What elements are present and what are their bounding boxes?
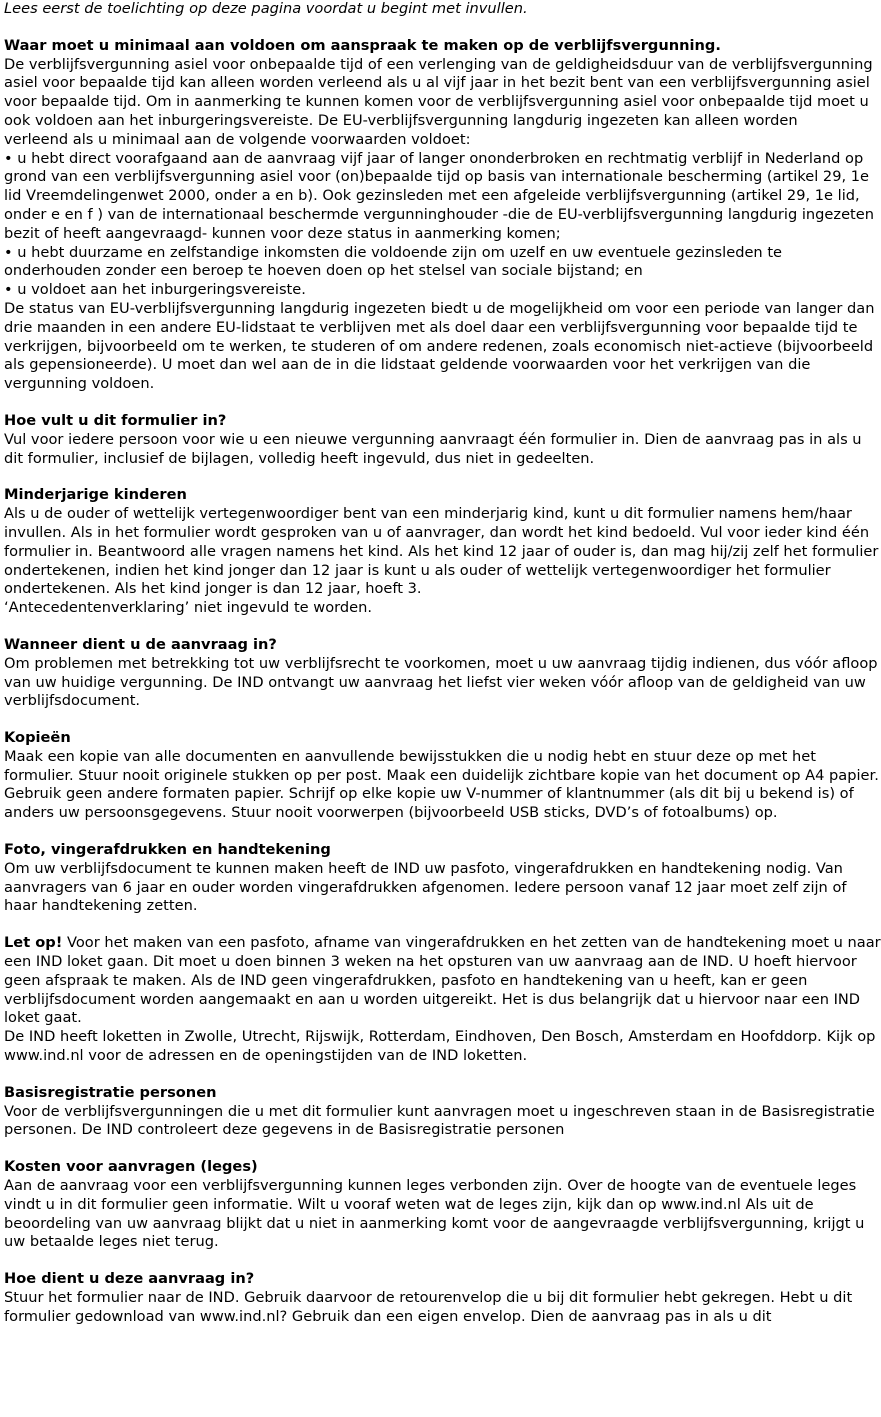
- paragraph: Stuur het formulier naar de IND. Gebruik daarvoor de retourenvelop die u bij dit formulier hebt gekregen. Hebt u dit formulier gedownload van www.ind.nl? Gebruik dan een eigen envelop. Dien de aanvraag pas in als u dit: [4, 1289, 853, 1325]
- paragraph: De verblijfsvergunning asiel voor onbepaalde tijd of een verlenging van de geldigheidsduur van de verblijfsvergunning asiel voor bepaalde tijd kan alleen worden verleend als u al vijf jaar in het bezit bent van een verblijfsvergunning asiel voor bepaalde tijd. Om in aanmerking te kunnen komen voor de verblijfsvergunning asiel voor onbepaalde tijd moet u ook voldoen aan het inburgeringsvereiste. De EU-verblijfsvergunning langdurig ingezeten kan alleen worden: [4, 55, 873, 129]
- section-heading: Kosten voor aanvragen (leges): [4, 1158, 258, 1176]
- section-requirements: [4, 37, 881, 394]
- paragraph: Voor de verblijfsvergunningen die u met dit formulier kunt aanvragen moet u ingeschreven staan in de Basisregistratie personen. De IND controleert deze gegevens in de Basisregistratie personen: [4, 1102, 875, 1139]
- section-heading: Hoe dient u deze aanvraag in?: [4, 1270, 255, 1288]
- section-costs: [4, 1158, 881, 1252]
- section-heading: Kopieën: [4, 729, 71, 747]
- section-basisregistratie: [4, 1084, 881, 1140]
- paragraph: Aan de aanvraag voor een verblijfsvergunning kunnen leges verbonden zijn. Over de hoogte van de eventuele leges vindt u in dit formulier geen informatie. Wilt u vooraf weten wat de leges zijn, kijk dan op www.ind.nl Als uit de beoordeling van uw aanvraag blijkt dat u niet in aanmerking komt voor de aangevraagde verblijfsvergunning, krijgt u uw betaalde leges niet terug.: [4, 1177, 865, 1251]
- section-heading: Hoe vult u dit formulier in?: [4, 411, 227, 429]
- section-heading: Basisregistratie personen: [4, 1083, 217, 1101]
- section-how-to-fill: [4, 412, 881, 468]
- paragraph: Maak een kopie van alle documenten en aanvullende bewijsstukken die u nodig hebt en stuur deze op met het formulier. Stuur nooit originele stukken op per post. Maak een duidelijk zichtbare kopie van het document op A4 papier. Gebruik geen andere formaten papier. Schrijf op elke kopie uw V-nummer of klantnummer (als dit bij u bekend is) of anders uw persoonsgegevens. Stuur nooit voorwerpen (bijvoorbeeld USB sticks, DVD’s of fotoalbums) op.: [4, 747, 879, 822]
- section-when-to-submit: [4, 636, 881, 711]
- paragraph: De status van EU-verblijfsvergunning langdurig ingezeten biedt u de mogelijkheid om voor een periode van langer dan drie maanden in een andere EU-lidstaat te verblijven met als doel daar een verblijfsvergunning voor bepaalde tijd te verkrijgen, bijvoorbeeld om te werken, te studeren of om andere redenen, zoals economisch niet-actieve (bijvoorbeeld als gepensioneerde). U moet dan wel aan de in die lidstaat geldende voorwaarden voor het verkrijgen van die vergunning voldoen.: [4, 299, 875, 393]
- paragraph: De IND heeft loketten in Zwolle, Utrecht, Rijswijk, Rotterdam, Eindhoven, Den Bosch, Amsterdam en Hoofddorp. Kijk op www.ind.nl voor de adressen en de openingstijden van de IND loketten.: [4, 1028, 876, 1065]
- section-photo-fingerprints: [4, 841, 881, 916]
- section-heading: Minderjarige kinderen: [4, 486, 187, 504]
- paragraph: verleend als u minimaal aan de volgende voorwaarden voldoet:: [4, 130, 471, 148]
- section-heading: Foto, vingerafdrukken en handtekening: [4, 841, 331, 859]
- paragraph: Om problemen met betrekking tot uw verblijfsrecht te voorkomen, moet u uw aanvraag tijdig indienen, dus vóór afloop van uw huidige vergunning. De IND ontvangt uw aanvraag het liefst vier weken vóór afloop van de geldigheid van uw verblijfsdocument.: [4, 654, 878, 710]
- paragraph: Als u de ouder of wettelijk vertegenwoordiger bent van een minderjarig kind, kunt u dit formulier namens hem/haar invullen. Als in het formulier wordt gesproken van u of aanvrager, dan wordt het kind bedoeld. Vul voor ieder kind één formulier in. Beantwoord alle vragen namens het kind. Als het kind 12 jaar of ouder is, dan mag hij/zij zelf het formulier ondertekenen, indien het kind jonger dan 12 jaar is kunt u als ouder of wettelijk vertegenwoordiger het formulier ondertekenen. Als het kind jonger is dan 12 jaar, hoeft 3.: [4, 505, 879, 598]
- section-heading: Waar moet u minimaal aan voldoen om aanspraak te maken op de verblijfsvergunning.: [4, 36, 721, 54]
- attention-label: Let op!: [4, 934, 63, 952]
- bullet-item: • u hebt direct voorafgaand aan de aanvraag vijf jaar of langer ononderbroken en rechtmatig verblijf in Nederland op grond van een verblijfsvergunning asiel voor (on)bepaalde tijd op basis van internationale bescherming (artikel 29, 1e lid Vreemdelingenwet 2000, onder a en b). Ook gezinsleden met een afgeleide verblijfsvergunning (artikel 29, 1e lid, onder e en f ) van de internationaal beschermde vergunninghouder -die de EU-verblijfsvergunning langdurig ingezeten bezit of heeft aangevraagd- kunnen voor deze status in aanmerking komen;: [4, 149, 874, 242]
- bullet-item: • u hebt duurzame en zelfstandige inkomsten die voldoende zijn om uzelf en uw eventuele gezinsleden te onderhouden zonder een beroep te hoeven doen op het stelsel van sociale bijstand; en: [4, 243, 783, 280]
- bullet-item: • u voldoet aan het inburgeringsvereiste.: [4, 281, 306, 299]
- paragraph: Vul voor iedere persoon voor wie u een nieuwe vergunning aanvraagt één formulier in. Dien de aanvraag pas in als u dit formulier, inclusief de bijlagen, volledig heeft ingevuld, dus niet in gedeelten.: [4, 430, 862, 467]
- paragraph: Om uw verblijfsdocument te kunnen maken heeft de IND uw pasfoto, vingerafdrukken en handtekening nodig. Van aanvragers van 6 jaar en ouder worden vingerafdrukken afgenomen. Iedere persoon vanaf 12 jaar moet zelf zijn of haar handtekening zetten.: [4, 859, 847, 915]
- section-copies: [4, 729, 881, 823]
- section-attention: [4, 934, 881, 1066]
- paragraph: ‘Antecedentenverklaring’ niet ingevuld te worden.: [4, 599, 373, 617]
- section-minor-children: [4, 486, 881, 618]
- attention-text: Voor het maken van een pasfoto, afname van vingerafdrukken en het zetten van de handtekening moet u naar een IND loket gaan. Dit moet u doen binnen 3 weken na het opsturen van uw aanvraag aan de IND. U hoeft hiervoor geen afspraak te maken. Als de IND geen vingerafdrukken, pasfoto en handtekening van u heeft, kan er geen verblijfsdocument worden aangemaakt en aan u worden uitgereikt. Het is dus belangrijk dat u hiervoor naar een IND loket gaat.: [4, 934, 881, 1027]
- section-heading: Wanneer dient u de aanvraag in?: [4, 635, 277, 653]
- section-how-to-submit: [4, 1270, 881, 1326]
- attention-paragraph: [4, 934, 881, 1028]
- intro-text: Lees eerst de toelichting op deze pagina voordat u begint met invullen.: [4, 0, 528, 17]
